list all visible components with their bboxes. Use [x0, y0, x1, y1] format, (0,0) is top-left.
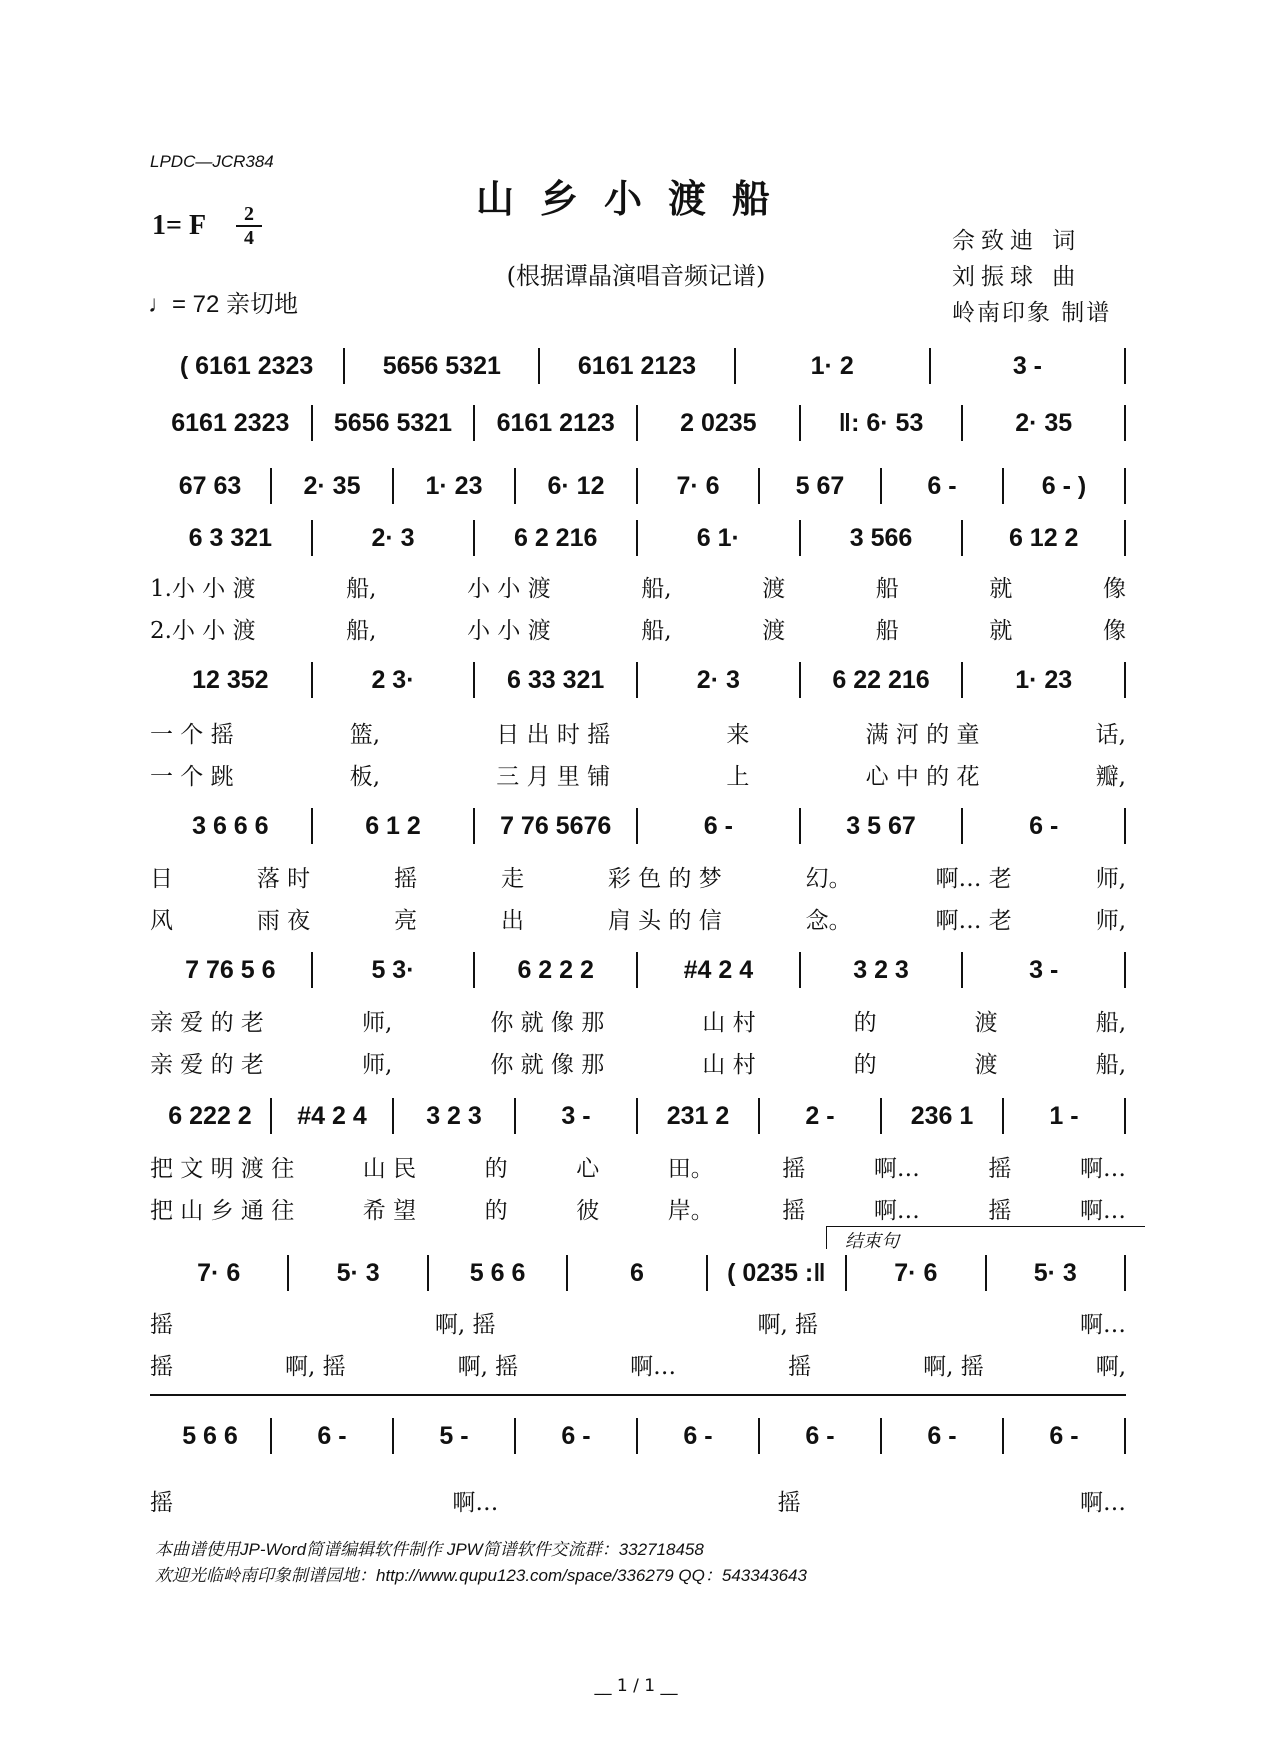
measure: 6 -: [683, 1421, 713, 1450]
lyric-word: 日: [150, 866, 173, 892]
song-subtitle: (根据谭晶演唱音频记谱): [506, 262, 766, 290]
measure: 6 1 2: [365, 811, 421, 840]
measure: 6 -: [805, 1421, 835, 1450]
notation-row: [150, 1098, 1126, 1134]
credit-transcriber: 岭南印象 制谱: [952, 300, 1112, 326]
lyric-word: 啊, 摇: [923, 1354, 984, 1380]
measure: 6161 2323: [171, 408, 290, 437]
credit-lyricist: 佘致迪 词: [952, 228, 1082, 254]
lyric-word: 啊…: [1079, 1490, 1126, 1516]
measure: 1· 23: [1015, 665, 1073, 694]
measure: 7· 6: [894, 1258, 938, 1287]
lyric-word: 像: [1102, 576, 1126, 602]
lyric-word: 船,: [346, 618, 377, 644]
barline: [1124, 405, 1126, 441]
measure: 231 2: [666, 1101, 730, 1130]
measure: 2· 3: [696, 665, 740, 694]
measure: 7 76 5676: [500, 811, 612, 840]
measure: 5 6 6: [469, 1258, 526, 1287]
ending-label: 结束句: [826, 1226, 1145, 1249]
lyric-word: 一 个 跳: [150, 764, 234, 790]
lyric-word: 摇: [150, 1354, 173, 1380]
lyric-word: 的: [853, 1010, 877, 1036]
lyric-word: 板,: [349, 764, 381, 790]
measure: 3 -: [561, 1101, 591, 1130]
lyric-word: 雨 夜: [256, 908, 311, 934]
lyric-word: 亲 爱 的 老: [150, 1010, 264, 1036]
lyric-line: [150, 570, 1126, 603]
lyric-line: [150, 1046, 1126, 1079]
lyric-word: 把 文 明 渡 往: [150, 1156, 295, 1182]
notation-row: [150, 1418, 1126, 1454]
lyric-word: 渡: [762, 576, 786, 602]
barline: [1124, 348, 1126, 384]
measure: 7 76 5 6: [185, 955, 276, 984]
measure: ‖: 6· 53: [838, 408, 924, 437]
lyric-word: 落 时: [256, 866, 311, 892]
notation-row: [150, 348, 1126, 384]
lyric-line: [150, 1004, 1126, 1037]
lyric-line: [150, 1306, 1126, 1339]
time-signature-top: 2: [244, 203, 254, 225]
lyric-word: 心 中 的 花: [865, 764, 980, 790]
lyric-word: 船,: [1095, 1052, 1126, 1078]
lyric-word: 啊,: [1095, 1354, 1126, 1380]
barline: [1124, 468, 1126, 504]
measure: 6 -: [317, 1421, 347, 1450]
lyric-word: 啊…: [1079, 1198, 1126, 1224]
measure: 6 -: [1049, 1421, 1079, 1450]
measure: 3 -: [1012, 351, 1042, 380]
system-divider: [150, 1394, 1126, 1396]
barline: [1124, 1098, 1126, 1134]
measure: 6 -: [703, 811, 733, 840]
lyric-word: 船,: [346, 576, 377, 602]
lyric-word: 摇: [394, 866, 418, 892]
time-signature: [236, 204, 262, 248]
measure: 6 33 321: [507, 665, 605, 694]
measure: 6· 12: [547, 471, 605, 500]
lyric-word: 摇: [150, 1490, 173, 1516]
measure: 6 22 216: [832, 665, 930, 694]
song-title: 山乡小渡船: [475, 176, 796, 221]
lyric-word: 啊…: [873, 1198, 920, 1224]
measure: 2 -: [805, 1101, 835, 1130]
lyric-line: [150, 1192, 1126, 1225]
barline: [1124, 808, 1126, 844]
lyric-word: 就: [989, 618, 1013, 644]
measure: 6 1·: [696, 523, 740, 552]
barline: [1124, 1255, 1126, 1291]
lyric-word: 彼: [576, 1198, 600, 1224]
lyric-word: 船,: [641, 576, 672, 602]
lyric-word: 啊…: [873, 1156, 920, 1182]
notation-row: [150, 662, 1126, 698]
measure: 1· 2: [810, 351, 854, 380]
measure: ( 0235 :‖: [727, 1258, 826, 1287]
lyric-word: 船,: [641, 618, 672, 644]
measure: 6 -: [1029, 811, 1059, 840]
measure: 5 -: [439, 1421, 469, 1450]
lyric-word: 摇: [788, 1354, 812, 1380]
lyric-word: 田。: [667, 1156, 714, 1182]
time-signature-bottom: 4: [244, 227, 254, 249]
lyric-word: 幻。: [805, 866, 852, 892]
lyric-word: 摇: [150, 1312, 173, 1338]
lyric-word: 摇: [777, 1490, 801, 1516]
measure: 5· 3: [336, 1258, 380, 1287]
measure: 6 2 2 2: [517, 955, 594, 984]
score-code: LPDC—JCR384: [150, 152, 274, 171]
measure: 6 -: [561, 1421, 591, 1450]
measure: 5 6 6: [182, 1421, 238, 1450]
lyric-line: [150, 1150, 1126, 1183]
measure: 6: [630, 1258, 644, 1287]
lyric-word: 日 出 时 摇: [496, 722, 611, 748]
lyric-word: 亮: [394, 908, 418, 934]
measure: 3 6 6 6: [192, 811, 269, 840]
measure: #4 2 4: [297, 1101, 367, 1130]
measure: 6 3 321: [188, 523, 273, 552]
lyric-line: [150, 902, 1126, 935]
measure: 6 2 216: [513, 523, 598, 552]
lyric-word: 船: [875, 618, 899, 644]
lyric-line: [150, 1348, 1126, 1381]
lyric-line: [150, 716, 1126, 749]
measure: 236 1: [910, 1101, 974, 1130]
lyric-word: 亲 爱 的 老: [150, 1052, 264, 1078]
measure: 5 3·: [371, 955, 415, 984]
measure: 5656 5321: [382, 351, 501, 380]
measure: 7· 6: [676, 471, 720, 500]
measure: 6 -: [927, 471, 957, 500]
measure: ( 6161 2323: [179, 351, 314, 380]
lyric-line: [150, 758, 1126, 791]
notation-row: [150, 952, 1126, 988]
lyric-word: 摇: [782, 1198, 806, 1224]
lyric-word: 满 河 的 童: [865, 722, 980, 748]
lyric-word: 摇: [988, 1156, 1012, 1182]
lyric-word: 像: [1102, 618, 1126, 644]
lyric-word: 啊…: [1079, 1312, 1126, 1338]
lyric-word: 岸。: [667, 1198, 714, 1224]
lyric-word: 三 月 里 铺: [496, 764, 611, 790]
measure: 6161 2123: [577, 351, 697, 380]
lyric-word: 上: [726, 764, 750, 790]
measure: 6 -: [927, 1421, 957, 1450]
measure: 12 352: [192, 665, 269, 694]
measure: 6 12 2: [1008, 523, 1079, 552]
lyric-word: 师,: [1095, 866, 1126, 892]
lyric-word: 啊, 摇: [434, 1312, 496, 1338]
lyric-word: 念。: [805, 908, 852, 934]
lyric-line: [150, 1484, 1126, 1517]
tempo-marking: ♩= 72 亲切地: [148, 291, 299, 318]
notation-row: [150, 405, 1126, 441]
notation-row: [150, 1255, 1126, 1291]
measure: 3 566: [849, 523, 913, 552]
lyric-word: 心: [576, 1156, 600, 1182]
lyric-word: 的: [853, 1052, 877, 1078]
measure: 3 5 67: [846, 811, 916, 840]
measure: #4 2 4: [683, 955, 754, 984]
notation-row: [150, 520, 1126, 556]
lyric-word: 啊…: [1079, 1156, 1126, 1182]
lyric-line: [150, 860, 1126, 893]
lyric-word: 的: [484, 1198, 508, 1224]
measure: 1· 23: [425, 471, 483, 500]
lyric-word: 啊…: [452, 1490, 499, 1516]
measure: 2 0235: [680, 408, 757, 437]
barline: [1124, 662, 1126, 698]
footer-line-2: 欢迎光临岭南印象制谱园地：http://www.qupu123.com/space/336279 QQ：543343643: [155, 1566, 807, 1585]
lyric-word: 走: [500, 866, 524, 892]
lyric-word: 希 望: [362, 1198, 417, 1224]
lyric-word: 瓣,: [1095, 764, 1126, 790]
lyric-word: 出: [500, 908, 524, 934]
measure: 6 222 2: [168, 1101, 252, 1130]
lyric-word: 师,: [1095, 908, 1126, 934]
lyric-word: 啊, 摇: [757, 1312, 819, 1338]
barline: [1124, 952, 1126, 988]
lyric-line: [150, 612, 1126, 645]
lyric-word: 就: [989, 576, 1013, 602]
notation-row: [150, 468, 1126, 504]
lyric-word: 船: [875, 576, 899, 602]
lyric-word: 你 就 像 那: [490, 1010, 605, 1036]
measure: 3 2 3: [426, 1101, 482, 1130]
lyric-word: 啊, 摇: [284, 1354, 346, 1380]
key-signature: 1= F: [152, 210, 207, 241]
lyric-word: 的: [484, 1156, 508, 1182]
lyric-word: 啊, 摇: [457, 1354, 519, 1380]
barline: [1124, 1418, 1126, 1454]
notation-row: [150, 808, 1126, 844]
lyric-word: 船,: [1095, 1010, 1126, 1036]
lyric-word: 山 村: [702, 1010, 756, 1036]
lyric-word: 渡: [974, 1010, 998, 1036]
lyric-word: 把 山 乡 通 往: [150, 1198, 295, 1224]
lyric-word: 小 小 渡: [467, 618, 551, 644]
measure: 2· 35: [303, 471, 361, 500]
lyric-word: 渡: [974, 1052, 998, 1078]
measure: 6 - ): [1041, 471, 1087, 500]
measure: 5· 3: [1033, 1258, 1077, 1287]
footer-line-1: 本曲谱使用JP-Word简谱编辑软件制作 JPW简谱软件交流群：332718458: [155, 1540, 704, 1559]
measure: 6161 2123: [496, 408, 615, 437]
measure: 3 2 3: [853, 955, 909, 984]
measure: 1 -: [1049, 1101, 1079, 1130]
lyric-word: 风: [150, 908, 173, 934]
lyric-word: 彩 色 的 梦: [607, 866, 722, 892]
lyric-word: 渡: [762, 618, 786, 644]
lyric-word: 摇: [782, 1156, 806, 1182]
lyric-word: 小 小 渡: [467, 576, 551, 602]
lyric-word: 摇: [988, 1198, 1012, 1224]
page-number: __ 1 / 1 __: [594, 1676, 678, 1696]
measure: 67 63: [178, 471, 242, 500]
lyric-word: 肩 头 的 信: [607, 908, 722, 934]
lyric-word: 啊… 老: [935, 866, 1012, 892]
barline: [1124, 520, 1126, 556]
lyric-word: 来: [726, 722, 750, 748]
lyric-word: 话,: [1095, 722, 1126, 748]
lyric-word: 师,: [361, 1052, 393, 1078]
lyric-word: 师,: [361, 1010, 393, 1036]
lyric-word: 啊…: [630, 1354, 677, 1380]
measure: 5 67: [795, 471, 845, 500]
lyric-word: 1.小 小 渡: [150, 576, 256, 602]
lyric-word: 啊… 老: [935, 908, 1012, 934]
measure: 5656 5321: [333, 408, 453, 437]
lyric-word: 山 民: [362, 1156, 417, 1182]
lyric-word: 一 个 摇: [150, 722, 234, 748]
measure: 7· 6: [197, 1258, 241, 1287]
lyric-word: 山 村: [702, 1052, 756, 1078]
measure: 2· 3: [371, 523, 415, 552]
lyric-word: 你 就 像 那: [490, 1052, 605, 1078]
measure: 3 -: [1029, 955, 1059, 984]
measure: 2· 35: [1015, 408, 1073, 437]
measure: 2 3·: [371, 665, 415, 694]
lyric-word: 2.小 小 渡: [150, 618, 256, 644]
credit-composer: 刘振球 曲: [952, 264, 1082, 290]
lyric-word: 篮,: [349, 722, 381, 748]
